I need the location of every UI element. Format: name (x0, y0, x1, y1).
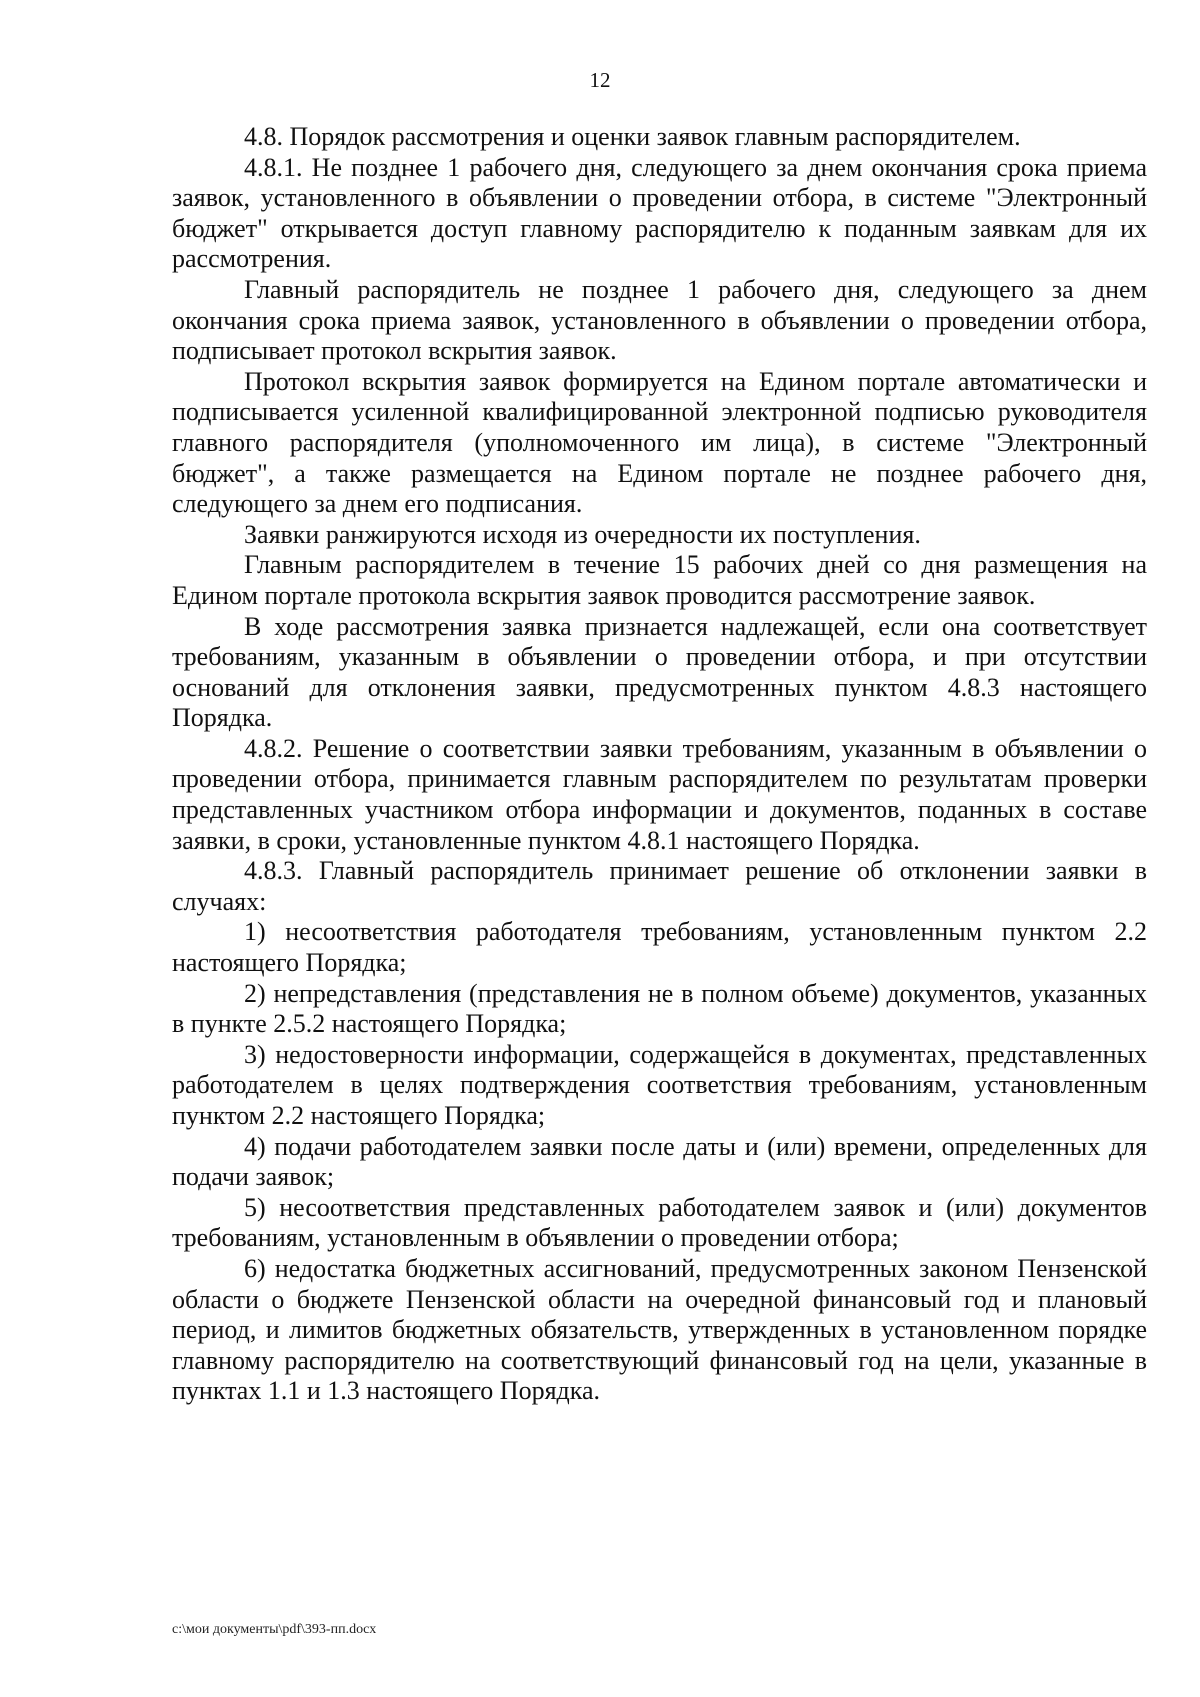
paragraph-proper-application: В ходе рассмотрения заявка признается надлежащей, если она соответствует требованиям, указанным в объявлении о проведении отбора, и при отсутствии оснований для отклонения заявки, предусмотренных пунктом 4.8.3 настоящего Порядка. (172, 611, 1147, 733)
paragraph-4-8-1: 4.8.1. Не позднее 1 рабочего дня, следующего за днем окончания срока приема заявок, установленного в объявлении о проведении отбора, в системе "Электронный бюджет" открывается доступ главному распорядителю к поданным заявкам для их рассмотрения. (172, 152, 1147, 274)
list-item-3: 3) недостоверности информации, содержащейся в документах, представленных работодателем в целях подтверждения соответствия требованиям, установленным пунктом 2.2 настоящего Порядка; (172, 1039, 1147, 1130)
paragraph-protocol-signing: Главный распорядитель не позднее 1 рабочего дня, следующего за днем окончания срока приема заявок, установленного в объявлении о проведении отбора, подписывает протокол вскрытия заявок. (172, 274, 1147, 366)
list-item-2: 2) непредставления (представления не в полном объеме) документов, указанных в пункте 2.5.2 настоящего Порядка; (172, 978, 1147, 1039)
list-item-1: 1) несоответствия работодателя требованиям, установленным пунктом 2.2 настоящего Порядка; (172, 917, 1147, 978)
footer-file-path: c:\мои документы\pdf\393-пп.docx (172, 1622, 377, 1637)
paragraph-ranking: Заявки ранжируются исходя из очередности их поступления. (244, 519, 921, 549)
paragraph-protocol-formation: Протокол вскрытия заявок формируется на Едином портале автоматически и подписывается усиленной квалифицированной электронной подписью руководителя главного распорядителя (уполномоченного им лица), в системе "Электронный бюджет", а также размещается на Едином портале не позднее рабочего дня, следующего за днем его подписания. (172, 366, 1147, 519)
list-item-4: 4) подачи работодателем заявки после даты и (или) времени, определенных для подачи заявок; (172, 1131, 1147, 1192)
paragraph-review-period: Главным распорядителем в течение 15 рабочих дней со дня размещения на Едином портале протокола вскрытия заявок проводится рассмотрение заявок. (172, 550, 1147, 610)
paragraph-4-8-3: 4.8.3. Главный распорядитель принимает решение об отклонении заявки в случаях: (172, 856, 1147, 916)
paragraph-4-8-2: 4.8.2. Решение о соответствии заявки требованиям, указанным в объявлении о проведении отбора, принимается главным распорядителем по результатам проверки представленных участником отбора информации и документов, поданных в составе заявки, в сроки, установленные пунктом 4.8.1 настоящего Порядка. (172, 733, 1147, 855)
document-body (172, 122, 1147, 1407)
list-item-6: 6) недостатка бюджетных ассигнований, предусмотренных законом Пензенской области о бюджете Пензенской области на очередной финансовый год и плановый период, и лимитов бюджетных обязательств, утвержденных в установленном порядке главному распорядителю на соответствующий финансовый год на цели, указанные в пунктах 1.1 и 1.3 настоящего Порядка. (172, 1253, 1147, 1406)
paragraph-4-8: 4.8. Порядок рассмотрения и оценки заявок главным распорядителем. (244, 122, 1021, 151)
page-number: 12 (589, 68, 611, 92)
list-item-5: 5) несоответствия представленных работодателем заявок и (или) документов требованиям, установленным в объявлении о проведении отбора; (172, 1192, 1147, 1253)
